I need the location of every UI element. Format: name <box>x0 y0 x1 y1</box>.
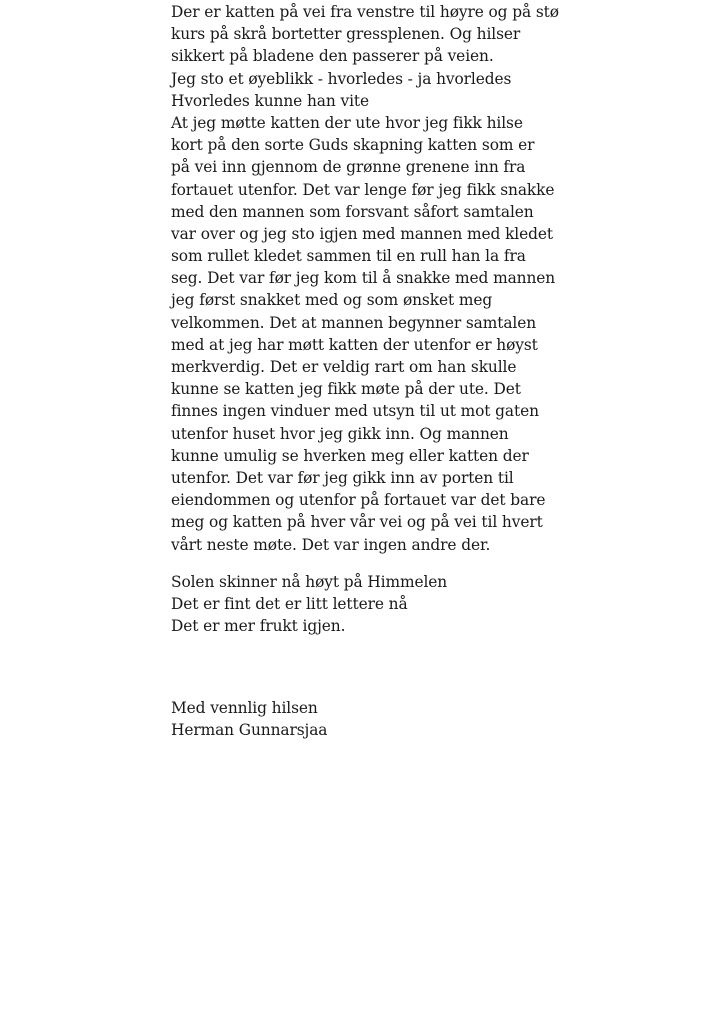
body-line: Jeg sto et øyeblikk - hvorledes - ja hvorledes <box>171 69 512 88</box>
body-line: fortauet utenfor. Det var lenge før jeg fikk snakke <box>171 180 555 199</box>
body-line: velkommen. Det at mannen begynner samtalen <box>171 313 537 332</box>
body-line: vårt neste møte. Det var ingen andre der. <box>171 535 491 554</box>
body-line: som rullet kledet sammen til en rull han la fra <box>171 247 526 266</box>
body-line: seg. Det var før jeg kom til å snakke med mannen <box>171 269 556 288</box>
verse-line: Det er fint det er litt lettere nå <box>171 594 408 613</box>
closing <box>171 697 571 741</box>
body-line: finnes ingen vinduer med utsyn til ut mot gaten <box>171 402 539 421</box>
signature-name: Herman Gunnarsjaa <box>171 721 328 740</box>
body-line: Hvorledes kunne han vite <box>171 91 369 110</box>
body-line: meg og katten på hver vår vei og på vei til hvert <box>171 513 543 532</box>
body-line: kunne umulig se hverken meg eller katten der <box>171 446 529 465</box>
body-line: var over og jeg sto igjen med mannen med kledet <box>171 224 553 243</box>
body-line: Der er katten på vei fra venstre til høyre og på stø <box>171 3 559 21</box>
closing-greeting: Med vennlig hilsen <box>171 699 318 718</box>
body-line: kurs på skrå bortetter gressplenen. Og hilser <box>171 25 521 44</box>
body-paragraph <box>171 1 571 556</box>
closing-spacer <box>171 637 571 697</box>
body-line: med at jeg har møtt katten der utenfor er høyst <box>171 335 538 354</box>
body-line: på vei inn gjennom de grønne grenene inn fra <box>171 158 526 177</box>
verse-line: Det er mer frukt igjen. <box>171 617 346 636</box>
body-line: utenfor huset hvor jeg gikk inn. Og mannen <box>171 424 509 443</box>
body-line: eiendommen og utenfor på fortauet var det bare <box>171 491 546 510</box>
verse-line: Solen skinner nå høyt på Himmelen <box>171 572 448 591</box>
body-line: jeg først snakket med og som ønsket meg <box>171 291 493 310</box>
body-line: merkverdig. Det er veldig rart om han skulle <box>171 358 517 376</box>
body-line: sikkert på bladene den passerer på veien. <box>171 47 494 66</box>
body-line: At jeg møtte katten der ute hvor jeg fikk hilse <box>171 113 523 132</box>
body-line: med den mannen som forsvant såfort samtalen <box>171 202 534 221</box>
verse-stanza <box>171 571 571 638</box>
body-line: kunne se katten jeg fikk møte på der ute. Det <box>171 380 521 399</box>
letter-text <box>171 1 571 742</box>
paragraph-spacer <box>171 556 571 571</box>
body-line: utenfor. Det var før jeg gikk inn av porten til <box>171 468 514 487</box>
body-line: kort på den sorte Guds skapning katten som er <box>171 136 535 155</box>
